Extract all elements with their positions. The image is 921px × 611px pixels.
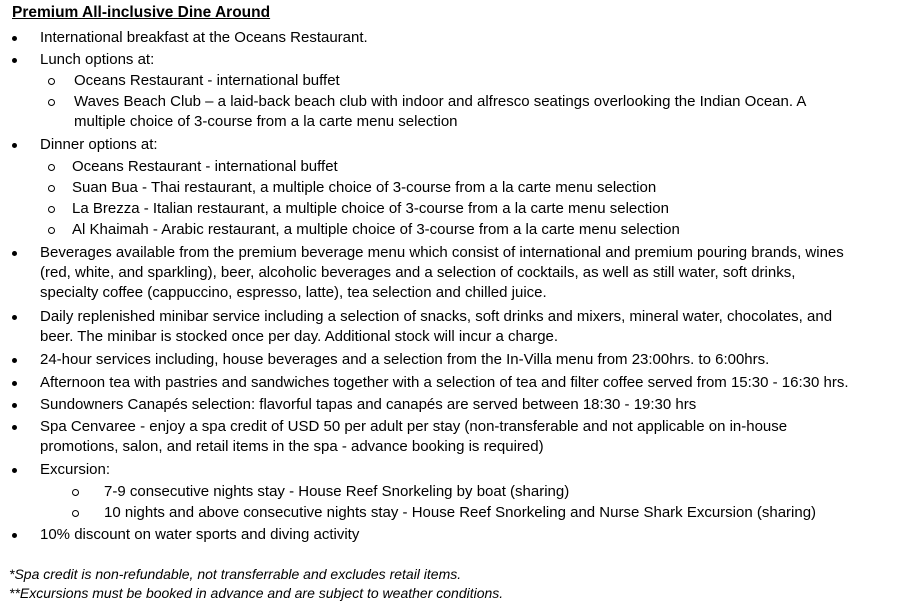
sub-item-text: Oceans Restaurant - international buffet [74,72,340,89]
item-text: Spa Cenvaree - enjoy a spa credit of USD 50 per adult per stay (non-transferable and not applicable on in-house [40,418,788,435]
item-text: Lunch options at: [40,51,155,68]
sub-item-text: Oceans Restaurant - international buffet [72,158,338,175]
item-text: 10% discount on water sports and diving activity [40,526,360,543]
sub-item-text: Waves Beach Club – a laid-back beach club with indoor and alfresco seatings overlooking the Indian Ocean. A [74,93,807,110]
circle-bullet-icon [48,185,55,192]
circle-bullet-icon [48,206,55,213]
item-text: (red, white, and sparkling), beer, alcoholic beverages and a selection of cocktails, as well as still water, soft drinks, [40,264,796,281]
item-text: Daily replenished minibar service including a selection of snacks, soft drinks and mixers, mineral water, chocolates, and [40,308,833,325]
item-text: specialty coffee (cappuccino, espresso, latte), tea selection and chilled juice. [40,284,547,301]
bullet-icon [12,468,17,473]
item-text: beer. The minibar is stocked once per day. Additional stock will incur a charge. [40,328,559,345]
circle-bullet-icon [72,489,79,496]
bullet-icon [12,36,17,41]
circle-bullet-icon [48,99,55,106]
sub-item-text: La Brezza - Italian restaurant, a multiple choice of 3-course from a la carte menu selection [72,200,669,217]
item-text: Beverages available from the premium beverage menu which consist of international and premium pouring brands, wines [40,244,844,261]
footnote-spa-credit: *Spa credit is non-refundable, not transferrable and excludes retail items. [9,566,462,582]
circle-bullet-icon [48,164,55,171]
bullet-icon [12,143,17,148]
sub-item-text: 7-9 consecutive nights stay - House Reef Snorkeling by boat (sharing) [104,483,570,500]
footnote-excursions: **Excursions must be booked in advance and are subject to weather conditions. [9,585,504,601]
bullet-icon [12,315,17,320]
bullet-icon [12,533,17,538]
circle-bullet-icon [48,227,55,234]
bullet-icon [12,251,17,256]
item-text: Excursion: [40,461,111,478]
page-title: Premium All-inclusive Dine Around [12,4,271,21]
circle-bullet-icon [72,510,79,517]
sub-item-text: multiple choice of 3-course from a la carte menu selection [74,113,458,130]
bullet-icon [12,358,17,363]
bullet-icon [12,425,17,430]
bullet-icon [12,403,17,408]
sub-item-text: Al Khaimah - Arabic restaurant, a multiple choice of 3-course from a la carte menu selection [72,221,680,238]
circle-bullet-icon [48,78,55,85]
item-text: Afternoon tea with pastries and sandwiches together with a selection of tea and filter coffee served from 15:30 - 16:30 hrs. [40,374,849,391]
sub-item-text: 10 nights and above consecutive nights stay - House Reef Snorkeling and Nurse Shark Excursion (sharing) [104,504,817,521]
item-text: 24-hour services including, house beverages and a selection from the In-Villa menu from 23:00hrs. to 6:00hrs. [40,351,770,368]
item-text: Sundowners Canapés selection: flavorful tapas and canapés are served between 18:30 - 19:30 hrs [40,396,697,413]
item-text: International breakfast at the Oceans Restaurant. [40,29,368,46]
item-text: promotions, salon, and retail items in the spa - advance booking is required) [40,438,544,455]
bullet-icon [12,58,17,63]
bullet-icon [12,381,17,386]
sub-item-text: Suan Bua - Thai restaurant, a multiple choice of 3-course from a la carte menu selection [72,179,657,196]
item-text: Dinner options at: [40,136,158,153]
